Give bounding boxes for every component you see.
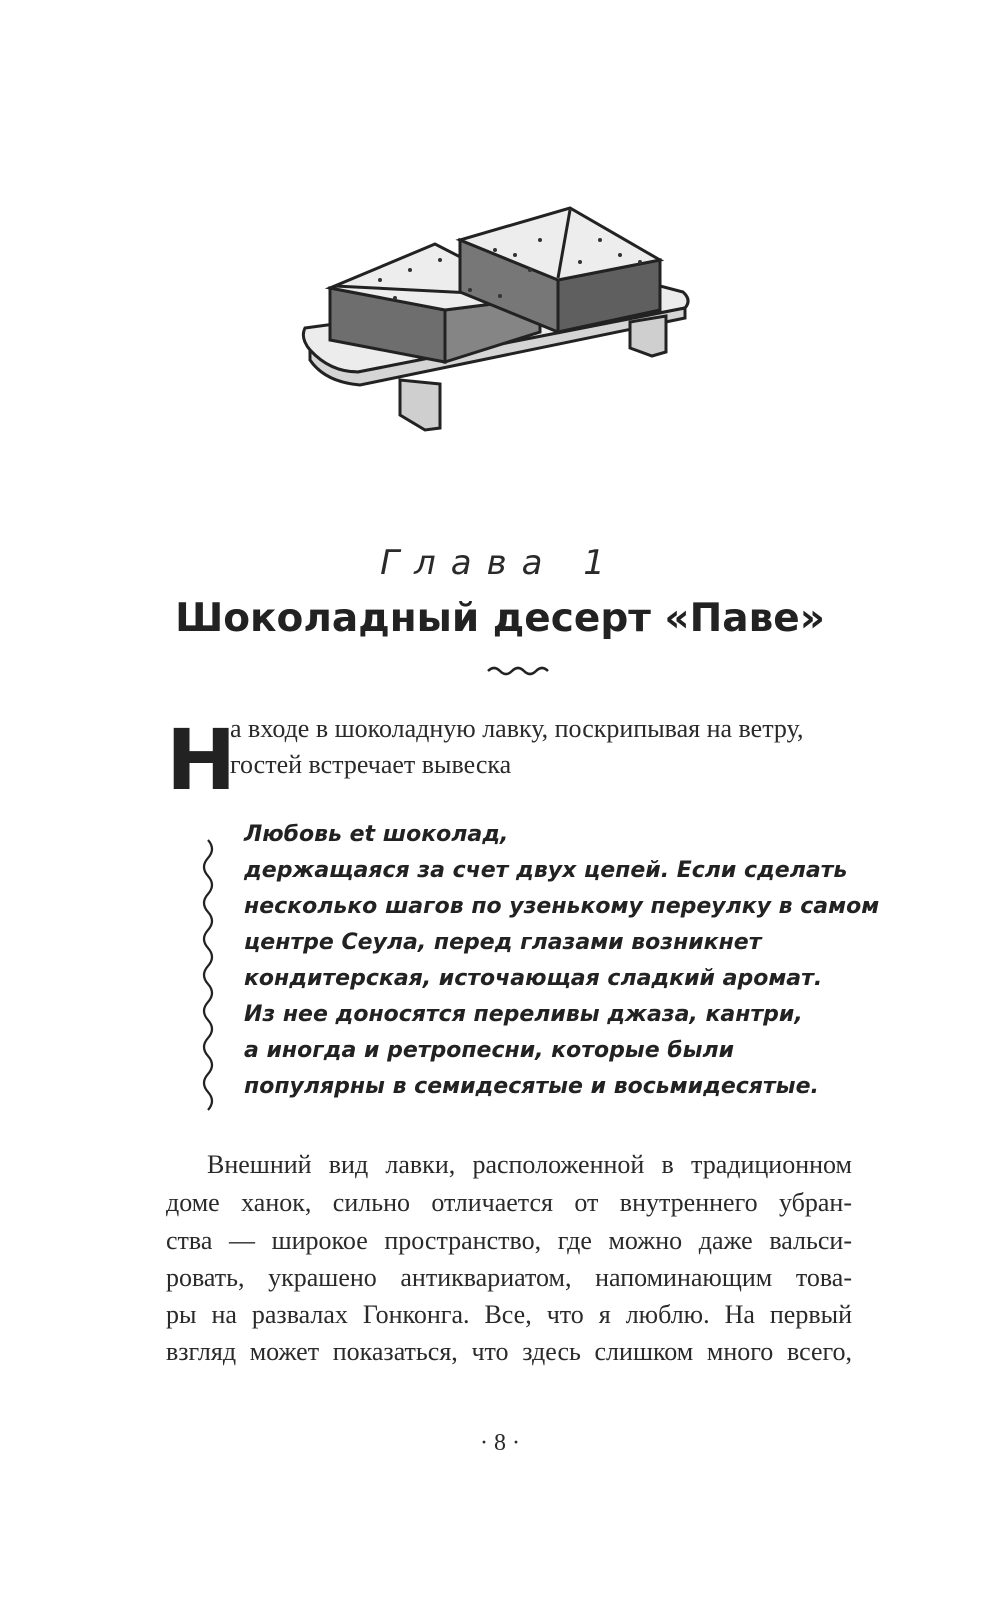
quote-line-8: популярны в семидесятые и восьмидесятые.	[244, 1074, 819, 1099]
quote-line-1: Любовь et шоколад,	[244, 822, 509, 847]
quote-line-5: кондитерская, источающая сладкий аромат.	[244, 966, 823, 991]
squiggle-divider	[486, 663, 556, 679]
body-line-5: ры на развалах Гонконга. Все, что я люблю. На первый	[166, 1300, 852, 1329]
body-line-2: доме ханок, сильно отличается от внутреннего убран-	[166, 1188, 852, 1217]
quote-line-4: центре Сеула, перед глазами возникнет	[244, 930, 762, 955]
quote-line-2: держащаяся за счет двух цепей. Если сделать	[244, 858, 848, 883]
pave-dessert-illustration	[300, 200, 710, 450]
quote-wave-bar	[198, 838, 218, 1118]
quote-line-6: Из нее доносятся переливы джаза, кантри,	[244, 1002, 803, 1027]
quote-line-7: а иногда и ретропесни, которые были	[244, 1038, 735, 1063]
drop-cap: Н	[166, 711, 237, 809]
chapter-label: Глава 1	[380, 543, 620, 583]
body-line-4: ровать, украшено антиквариатом, напоминающим това-	[166, 1263, 852, 1292]
body-line-6: взгляд может показаться, что здесь слишком много всего,	[166, 1337, 852, 1366]
chapter-title: Шоколадный десерт «Паве»	[175, 596, 825, 641]
page-number: · 8 ·	[480, 1430, 520, 1456]
quote-line-3: несколько шагов по узенькому переулку в самом	[244, 894, 880, 919]
body-line-3: ства — широкое пространство, где можно даже вальси-	[166, 1226, 852, 1255]
intro-line-1: а входе в шоколадную лавку, поскрипывая на ветру,	[230, 714, 804, 743]
body-line-1: Внешний вид лавки, расположенной в традиционном	[207, 1150, 852, 1179]
intro-line-2: гостей встречает вывеска	[230, 750, 512, 779]
